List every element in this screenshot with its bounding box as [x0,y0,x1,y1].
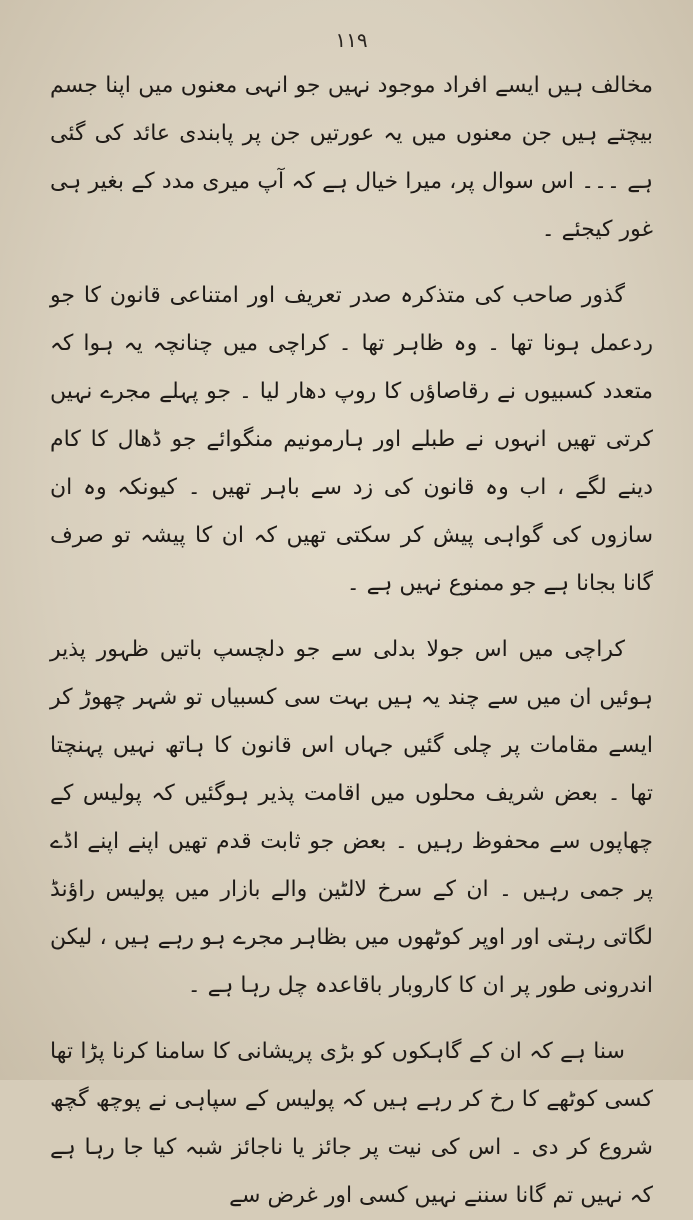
paragraph-1: مخالف ہیں ایسے افراد موجود نہیں جو انہی معنوں میں اپنا جسم بیچتے ہیں جن معنوں میں یہ عورتیں جن پر پابندی عائد کی گئی ہے ۔۔۔ اس سوال پر، میرا خیال ہے کہ آپ میری مدد کے بغیر ہی غور کیجئے ۔ [50,73,653,242]
paragraph-2: گذور صاحب کی متذکرہ صدر تعریف اور امتناعی قانون کا جو ردعمل ہونا تھا ۔ وہ ظاہر تھا ۔ کراچی میں چنانچہ یہ ہوا کہ متعدد کسبیوں نے رقاصاؤں کا روپ دھار لیا ۔ جو پہلے مجرے نہیں کرتی تھیں انہوں نے طبلے اور ہارمونیم منگوائے جو ڈھال کا کام دینے لگے ، اب وہ قانون کی زد سے باہر تھیں ۔ کیونکہ وہ ان سازوں کی گواہی پیش کر سکتی تھیں کہ ان کا پیشہ تو صرف گانا بجانا ہے جو ممنوع نہیں ہے ۔ [50,283,653,596]
page-body [50,62,653,1220]
paragraph-4: سنا ہے کہ ان کے گاہکوں کو بڑی پریشانی کا سامنا کرنا پڑا تھا کسی کوٹھے کا رخ کر رہے ہیں کہ پولیس کے سپاہی نے پوچھ گچھ شروع کر دی ۔ اس کی نیت پر جائز یا ناجائز شبہ کیا جا رہا ہے کہ نہیں تم گانا سننے نہیں کسی اور غرض سے [50,1039,653,1208]
paragraph-3: کراچی میں اس جولا بدلی سے جو دلچسپ باتیں ظہور پذیر ہوئیں ان میں سے چند یہ ہیں بہت سی کسبیاں تو شہر چھوڑ کر ایسے مقامات پر چلی گئیں جہاں اس قانون کا ہاتھ نہیں پہنچتا تھا ۔ بعض شریف محلوں میں اقامت پذیر ہوگئیں کہ پولیس کے چھاپوں سے محفوظ رہیں ۔ بعض جو ثابت قدم تھیں اپنے اپنے اڈے پر جمی رہیں ۔ ان کے سرخ لالٹین والے بازار میں پولیس راؤنڈ لگاتی رہتی اور اوپر کوٹھوں میں بظاہر مجرے ہو رہے ہیں ، لیکن اندرونی طور پر ان کا کاروبار باقاعدہ چل رہا ہے ۔ [50,637,653,998]
page-number: ۱۱۹ [335,28,368,52]
